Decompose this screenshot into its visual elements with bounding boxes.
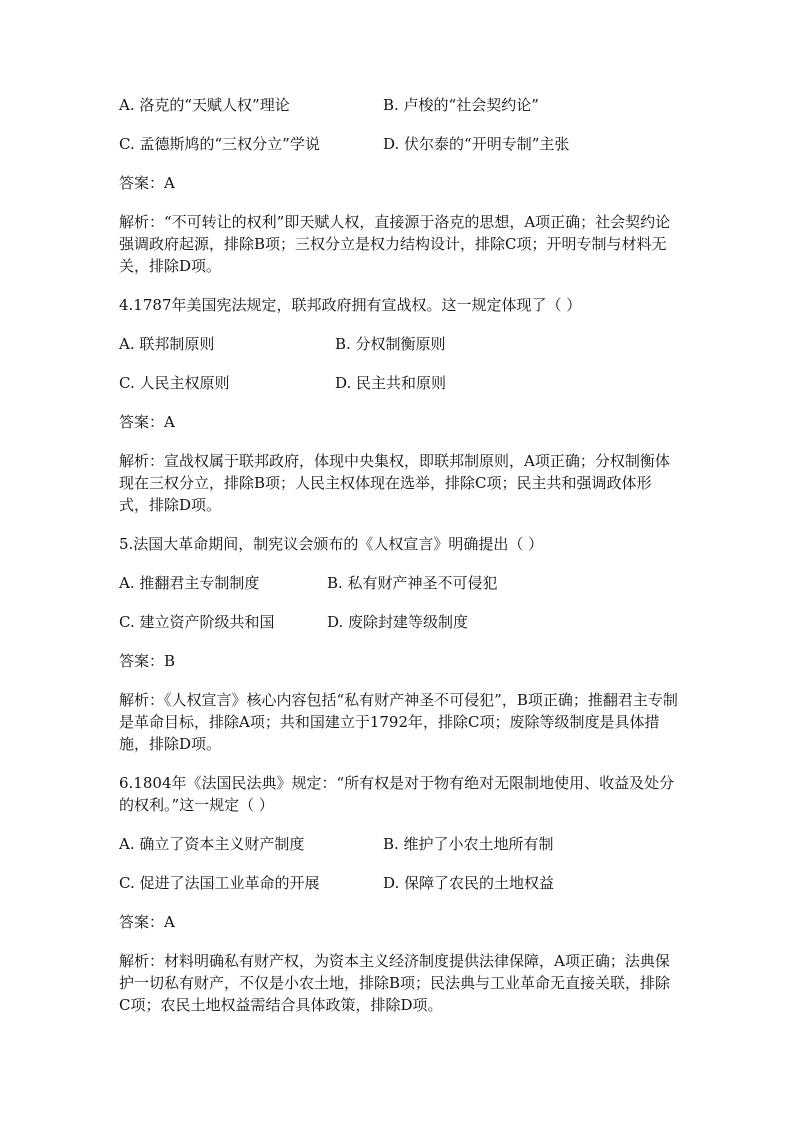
q4-options-row-2 <box>119 372 679 394</box>
q4-option-b: B. 分权制衡原则 <box>335 335 446 353</box>
q3-analysis: 解析：“不可转让的权利”即天赋人权，直接源于洛克的思想，A项正确；社会契约论强调政府起源，排除B项；三权分立是权力结构设计，排除C项；开明专制与材料无关，排除D项。 <box>119 213 671 275</box>
q3-answer: 答案：A <box>119 174 175 192</box>
q4-option-a: A. 联邦制原则 <box>119 335 215 353</box>
q3-option-b: B. 卢梭的“社会契约论” <box>383 96 539 114</box>
q6-options-row-1 <box>119 833 679 855</box>
q5-options-row-2 <box>119 611 679 633</box>
q6-analysis: 解析：材料明确私有财产权，为资本主义经济制度提供法律保障，A项正确；法典保护一切私有财产，不仅是小农土地，排除B项；民法典与工业革命无直接关联，排除C项；农民土地权益需结合具体政策，排除D项。 <box>119 952 671 1014</box>
q6-answer: 答案：A <box>119 913 175 931</box>
q3-options-row-2 <box>119 133 679 155</box>
q5-option-b: B. 私有财产神圣不可侵犯 <box>327 574 498 592</box>
q5-option-d: D. 废除封建等级制度 <box>327 613 469 631</box>
q6-option-b: B. 维护了小农土地所有制 <box>383 835 554 853</box>
q6-question: 6.1804年《法国民法典》规定：“所有权是对于物有绝对无限制地使用、收益及处分的权利。”这一规定（ ） <box>119 774 675 814</box>
q5-answer: 答案：B <box>119 652 176 670</box>
q6-option-a: A. 确立了资本主义财产制度 <box>119 835 305 853</box>
q4-answer: 答案：A <box>119 413 175 431</box>
q6-option-c: C. 促进了法国工业革命的开展 <box>119 874 320 892</box>
q4-option-d: D. 民主共和原则 <box>335 374 447 392</box>
q3-option-a: A. 洛克的“天赋人权”理论 <box>119 96 290 114</box>
q4-option-c: C. 人民主权原则 <box>119 374 230 392</box>
q6-option-d: D. 保障了农民的土地权益 <box>383 874 555 892</box>
q3-options-row-1 <box>119 94 679 116</box>
q4-analysis: 解析：宣战权属于联邦政府，体现中央集权，即联邦制原则，A项正确；分权制衡体现在三权分立，排除B项；人民主权体现在选举，排除C项；民主共和强调政体形式，排除D项。 <box>119 452 670 514</box>
q6-options-row-2 <box>119 872 679 894</box>
q5-option-c: C. 建立资产阶级共和国 <box>119 613 275 631</box>
q5-options-row-1 <box>119 572 679 594</box>
q5-question: 5.法国大革命期间，制宪议会颁布的《人权宣言》明确提出（ ） <box>119 535 544 553</box>
q4-question: 4.1787年美国宪法规定，联邦政府拥有宣战权。这一规定体现了（ ） <box>119 296 582 314</box>
exam-page <box>119 94 679 1016</box>
q3-option-c: C. 孟德斯鸠的“三权分立”学说 <box>119 135 320 153</box>
q5-analysis: 解析：《人权宣言》核心内容包括“私有财产神圣不可侵犯”，B项正确；推翻君主专制是革命目标，排除A项；共和国建立于1792年，排除C项；废除等级制度是具体措施，排除D项。 <box>119 691 678 753</box>
q5-option-a: A. 推翻君主专制制度 <box>119 574 260 592</box>
q4-options-row-1 <box>119 333 679 355</box>
q3-option-d: D. 伏尔泰的“开明专制”主张 <box>383 135 570 153</box>
